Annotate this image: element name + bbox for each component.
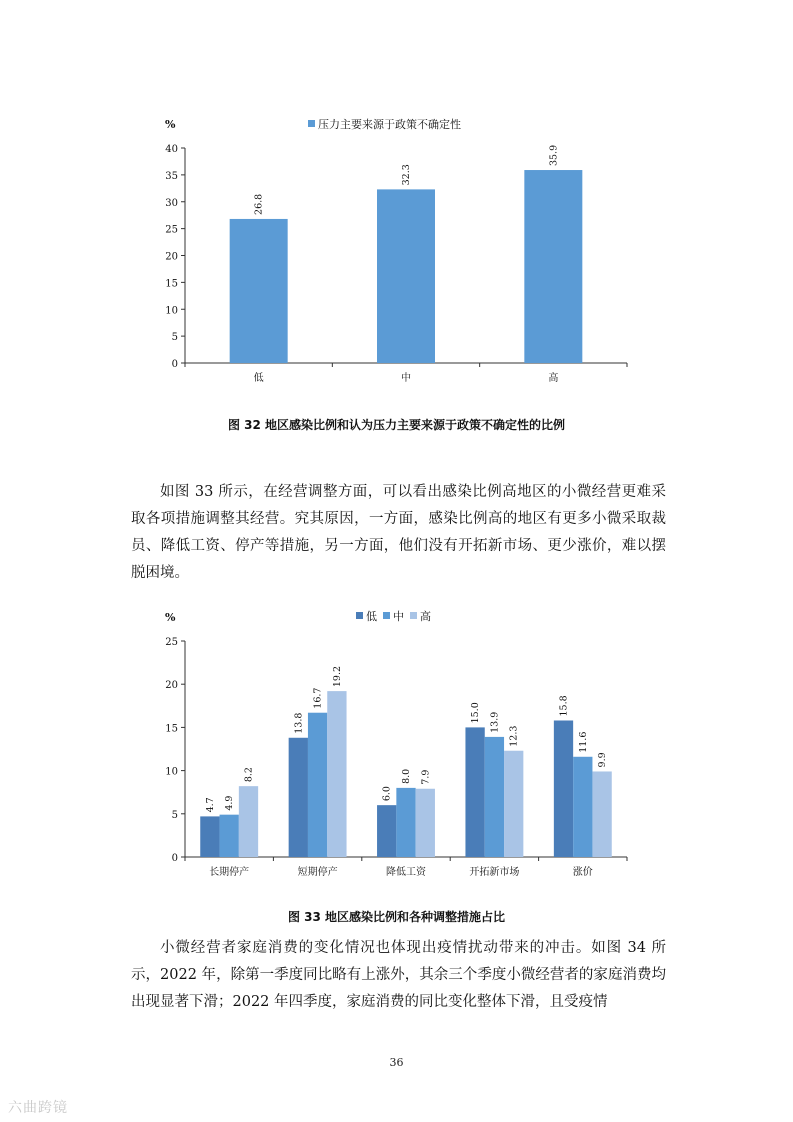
data-label: 15.8 xyxy=(558,695,570,717)
paragraph-1: 如图 33 所示，在经营调整方面，可以看出感染比例高地区的小微经营更难采取各项措施调整其经营。究其原因，一方面，感染比例高的地区有更多小微采取裁员、降低工资、停产等措施，另一方面，他们没有开拓新市场、更少涨价，难以摆脱困境。 xyxy=(131,484,666,581)
watermark: 六曲跨镜 xyxy=(8,1100,68,1116)
data-label: 7.9 xyxy=(420,769,432,785)
data-label: 35.9 xyxy=(548,144,560,167)
y-tick-label: 25 xyxy=(165,637,178,648)
bar xyxy=(592,771,611,857)
y-tick-label: 0 xyxy=(171,853,178,864)
x-tick-label: 降低工资 xyxy=(386,867,426,878)
paragraph-2: 小微经营者家庭消费的变化情况也体现出疫情扰动带来的冲击。如图 34 所示，2022 年，除第一季度同比略有上涨外，其余三个季度小微经营者的家庭消费均出现显著下滑；2022 年四季度，家庭消费的同比变化整体下滑，且受疫情 xyxy=(131,940,666,1010)
data-label: 4.7 xyxy=(204,797,216,813)
data-label: 15.0 xyxy=(470,702,482,724)
x-tick-label: 开拓新市场 xyxy=(469,867,520,878)
legend-label: 低 xyxy=(366,610,377,623)
legend-swatch xyxy=(383,612,390,619)
bar xyxy=(308,713,327,857)
bar xyxy=(554,720,573,857)
y-tick-label: 5 xyxy=(171,809,178,821)
x-tick-label: 涨价 xyxy=(572,867,593,878)
y-tick-label: 15 xyxy=(165,278,178,290)
y-tick-label: 10 xyxy=(165,766,178,778)
bar xyxy=(573,757,592,857)
legend-label: 高 xyxy=(420,610,431,623)
x-tick-label: 低 xyxy=(253,373,264,384)
data-label: 13.9 xyxy=(489,711,501,733)
bar xyxy=(239,786,258,857)
figure-32-caption: 图 32 地区感染比例和认为压力主要来源于政策不确定性的比例 xyxy=(227,418,566,432)
y-tick-label: 0 xyxy=(171,359,178,370)
data-label: 8.0 xyxy=(401,768,412,784)
bar xyxy=(220,815,239,857)
bar xyxy=(377,805,396,857)
x-tick-label: 高 xyxy=(548,373,559,384)
figure-33-caption: 图 33 地区感染比例和各种调整措施占比 xyxy=(287,910,506,924)
bar xyxy=(396,788,415,857)
legend-swatch xyxy=(356,612,363,619)
y-tick-label: 25 xyxy=(165,224,178,236)
bar xyxy=(504,751,523,857)
y-tick-label: 35 xyxy=(165,170,178,182)
bar xyxy=(485,737,504,857)
x-tick-label: 长期停产 xyxy=(209,867,250,878)
bar xyxy=(416,789,435,857)
legend-label: 中 xyxy=(393,610,404,623)
y-tick-label: 10 xyxy=(165,305,178,317)
bar xyxy=(327,691,346,857)
data-label: 8.2 xyxy=(243,767,255,783)
y-tick-label: 20 xyxy=(165,251,178,263)
legend-swatch xyxy=(410,612,417,619)
data-label: 26.8 xyxy=(253,193,265,215)
legend-label: 压力主要来源于政策不确定性 xyxy=(318,118,461,131)
y-axis-unit: % xyxy=(165,118,176,131)
data-label: 32.3 xyxy=(401,164,412,186)
data-label: 6.0 xyxy=(381,786,393,802)
data-label: 11.6 xyxy=(577,731,589,753)
y-tick-label: 40 xyxy=(165,144,178,155)
bar xyxy=(289,738,308,857)
data-label: 13.8 xyxy=(293,712,305,734)
x-tick-label: 短期停产 xyxy=(297,867,338,878)
page-number: 36 xyxy=(389,1056,404,1069)
bar xyxy=(465,727,484,857)
x-tick-label: 中 xyxy=(401,373,411,384)
data-label: 19.2 xyxy=(331,665,343,688)
y-tick-label: 15 xyxy=(165,723,178,735)
data-label: 16.7 xyxy=(312,687,324,709)
data-label: 12.3 xyxy=(508,725,520,747)
data-label: 9.9 xyxy=(597,752,609,768)
data-label: 4.9 xyxy=(224,795,236,811)
y-tick-label: 30 xyxy=(165,197,178,209)
y-tick-label: 5 xyxy=(171,332,178,344)
bar xyxy=(200,816,219,857)
y-tick-label: 20 xyxy=(165,680,178,692)
y-axis-unit: % xyxy=(165,611,176,624)
